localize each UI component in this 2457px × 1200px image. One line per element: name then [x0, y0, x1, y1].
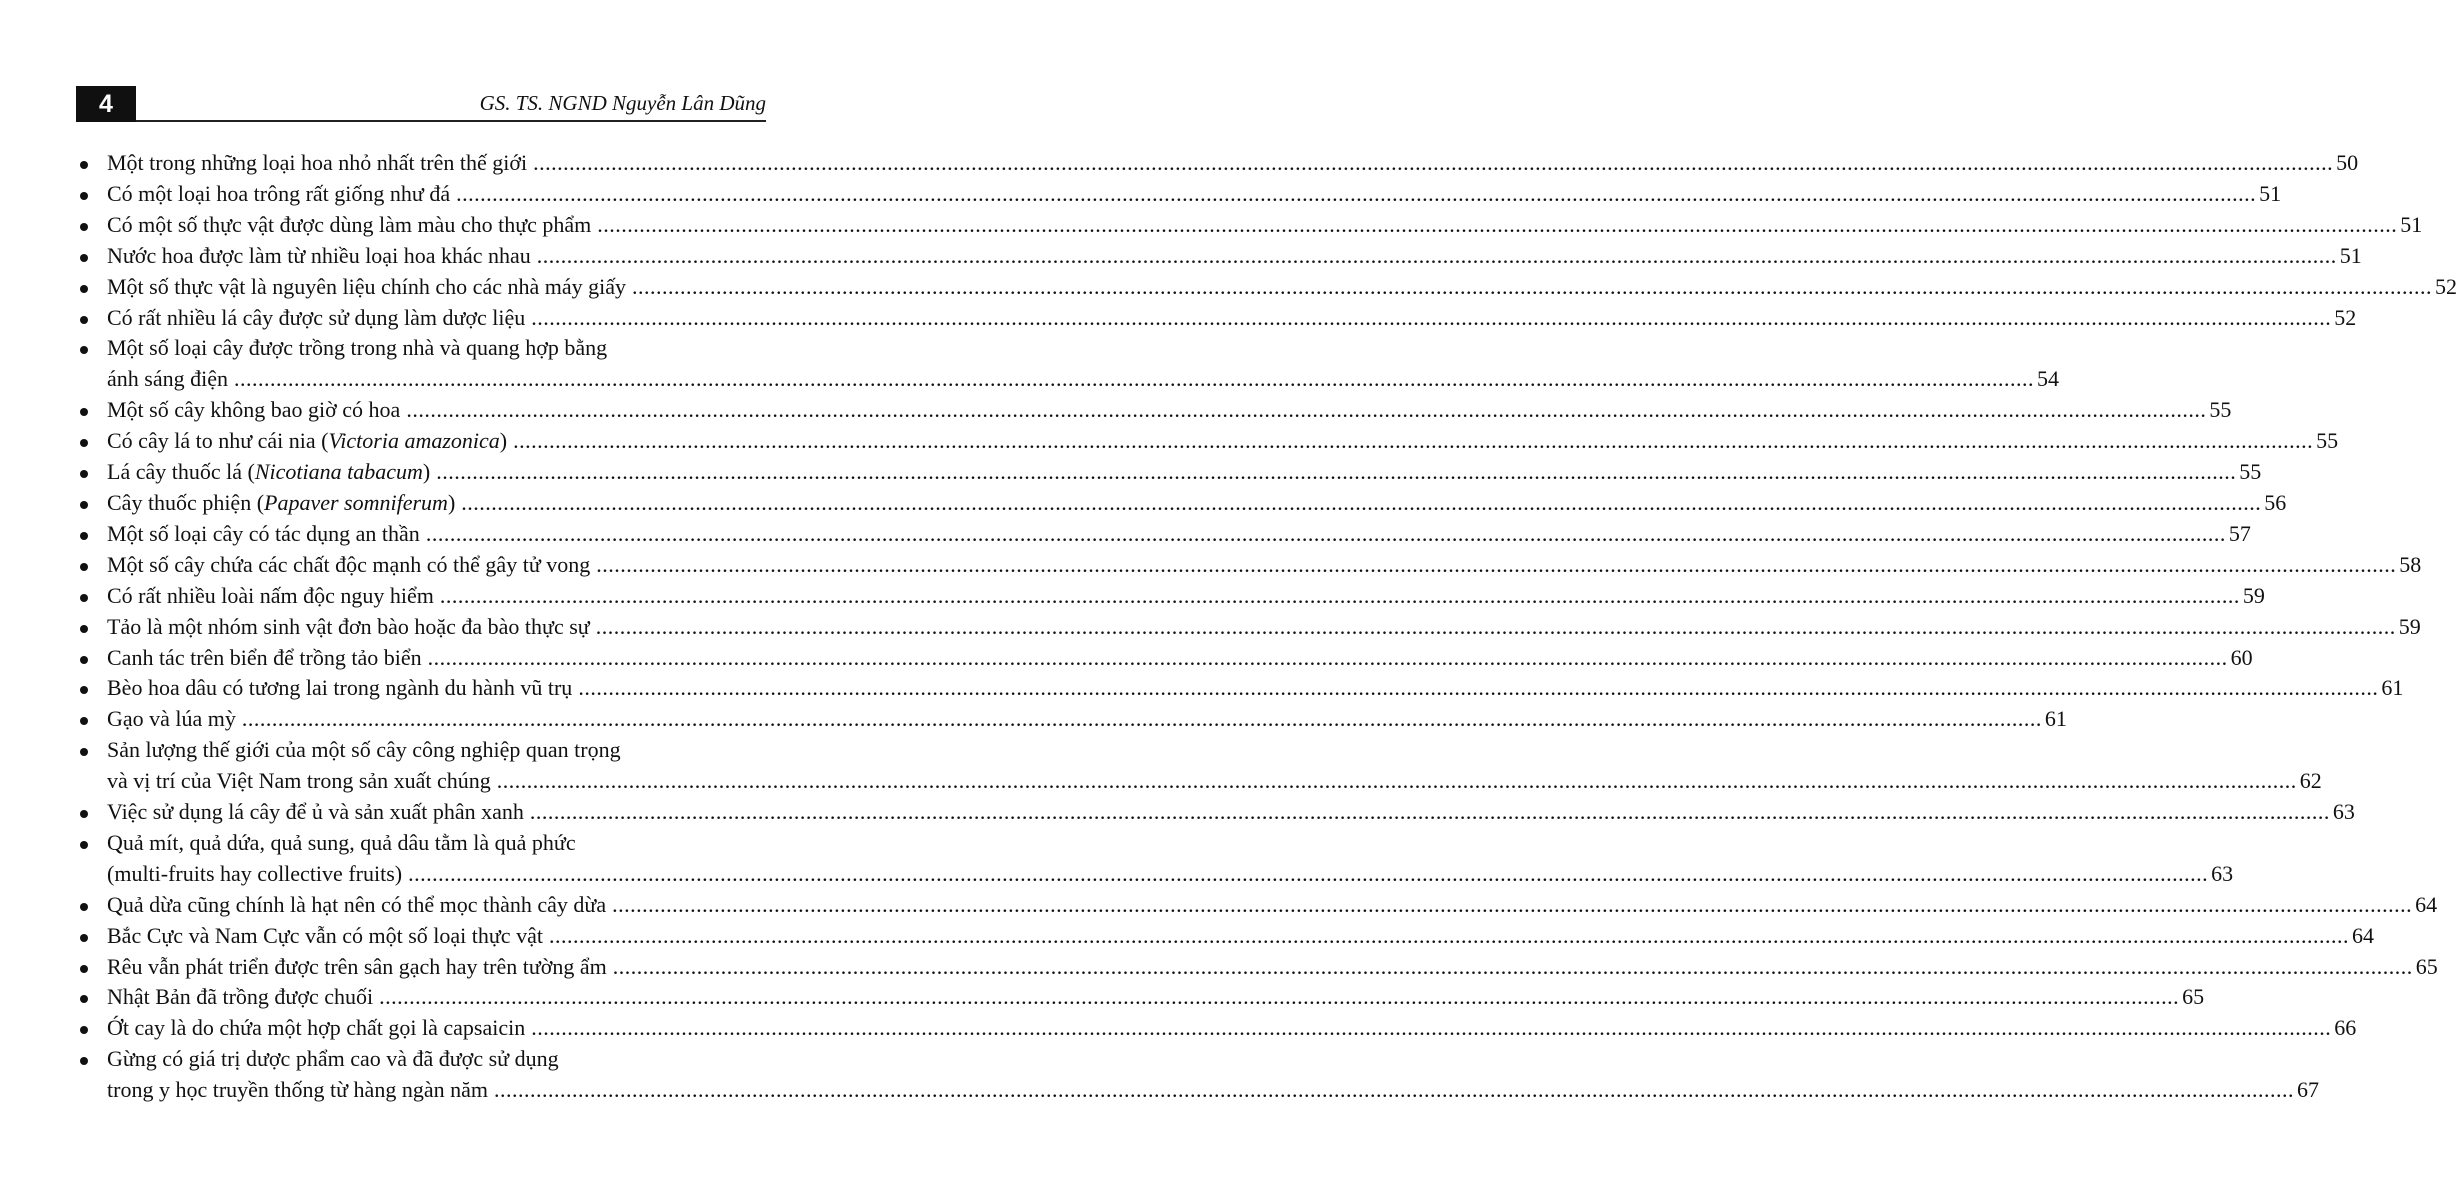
- dot-leader: ............................................................................................................................................................................................................................................................................................................: [531, 1015, 2332, 1041]
- bullet-icon: [80, 995, 88, 1003]
- toc-entry-line: [107, 1044, 770, 1075]
- toc-entry-line: [107, 581, 2265, 612]
- toc-entry-title: [107, 426, 507, 457]
- toc-entry: [76, 952, 2438, 983]
- toc-entry: [76, 303, 2357, 334]
- toc-entry: [76, 704, 2067, 735]
- toc-entry-line: [107, 612, 2421, 643]
- toc-entry-page-number: 50: [2336, 150, 2359, 175]
- toc-entry: [76, 612, 2421, 643]
- toc-entry-line: [107, 982, 2205, 1013]
- toc-entry-page-number: 64: [2415, 891, 2438, 917]
- bullet-icon: [80, 686, 88, 694]
- dot-leader: ............................................................................................................................................................................................................................................................................................................: [241, 706, 2042, 732]
- bullet-icon: [80, 563, 88, 571]
- toc-entry: [76, 797, 2355, 828]
- toc-entry-text: Việc sử dụng lá cây để ủ và sản xuất phân xanh: [107, 799, 524, 825]
- toc-entry-title: [107, 828, 576, 859]
- toc-entry-text: Gừng có giá trị dược phẩm cao và đã được sử dụng: [107, 1046, 559, 1072]
- toc-entry-line: [107, 828, 770, 859]
- toc-entry-page-number: 65: [2182, 984, 2205, 1010]
- toc-entry-line: [107, 1013, 2357, 1044]
- toc-entry-text-suffix: ): [447, 489, 456, 515]
- toc-entry-text: Ớt cay là do chứa một hợp chất gọi là capsaicin: [107, 1015, 526, 1041]
- dot-leader: ............................................................................................................................................................................................................................................................................................................: [436, 459, 2237, 485]
- bullet-icon: [80, 1026, 88, 1034]
- toc-entry-text: Nhật Bản đã trồng được chuối: [107, 984, 374, 1010]
- toc-entry-text: Gạo và lúa mỳ: [107, 706, 236, 732]
- toc-entry-scientific-name: Nicotiana tabacum: [254, 459, 423, 485]
- toc-entry-text: Một số thực vật là nguyên liệu chính cho các nhà máy giấy: [107, 273, 626, 299]
- toc-entry-line: [107, 1075, 2319, 1106]
- toc-entry: [76, 643, 2253, 674]
- bullet-icon: [80, 501, 88, 509]
- table-of-contents: [76, 148, 2457, 1106]
- bullet-icon: [80, 346, 88, 354]
- toc-entry-line: [107, 921, 2374, 952]
- toc-entry-line: [107, 952, 2438, 983]
- bullet-icon: [80, 470, 88, 478]
- toc-entry-line: [107, 859, 2234, 890]
- toc-entry-page-number: 64: [2351, 922, 2374, 948]
- toc-entry-title: [107, 921, 543, 952]
- toc-entry-title: [107, 550, 590, 581]
- toc-entry-page-number: 52: [2334, 304, 2357, 330]
- toc-entry-title: [107, 303, 525, 334]
- toc-entry: [76, 179, 2282, 210]
- toc-entry-title: [107, 735, 621, 766]
- toc-entry: [76, 1013, 2357, 1044]
- dot-leader: ............................................................................................................................................................................................................................................................................................................: [493, 1077, 2294, 1103]
- toc-entry-title: [107, 210, 591, 241]
- toc-entry-line: [107, 241, 2362, 272]
- toc-entry-text: Có một loại hoa trông rất giống như đá: [107, 180, 451, 206]
- toc-entry-title: [107, 673, 572, 704]
- bullet-icon: [80, 316, 88, 324]
- toc-entry-title: [107, 241, 531, 272]
- dot-leader: ............................................................................................................................................................................................................................................................................................................: [233, 366, 2034, 392]
- dot-leader: ............................................................................................................................................................................................................................................................................................................: [632, 273, 2432, 299]
- toc-entry-text: Một số loại cây có tác dụng an thần: [107, 520, 420, 546]
- toc-entry-line: [107, 148, 2359, 179]
- bullet-icon: [80, 841, 88, 849]
- bullet-icon: [80, 934, 88, 942]
- toc-entry-line: [107, 735, 770, 766]
- header-rule: [136, 120, 766, 122]
- toc-entry-title: [107, 1013, 525, 1044]
- toc-entry-line: [107, 333, 770, 364]
- dot-leader: ............................................................................................................................................................................................................................................................................................................: [425, 520, 2226, 546]
- toc-entry-page-number: 55: [2316, 428, 2339, 454]
- toc-entry-title: [107, 1075, 488, 1106]
- page-number-badge: 4: [76, 86, 136, 122]
- toc-entry-text: Bắc Cực và Nam Cực vẫn có một số loại thực vật: [107, 922, 543, 948]
- dot-leader: ............................................................................................................................................................................................................................................................................................................: [496, 768, 2297, 794]
- toc-entry-page-number: 60: [2230, 644, 2253, 670]
- bullet-icon: [80, 656, 88, 664]
- toc-entry-page-number: 58: [2399, 551, 2422, 577]
- toc-entry-page-number: 59: [2398, 613, 2421, 639]
- bullet-icon: [80, 161, 88, 169]
- toc-entry-page-number: 55: [2239, 459, 2262, 485]
- toc-entry: [76, 735, 2322, 797]
- toc-entry-text: Quả mít, quả dứa, quả sung, quả dâu tằm là quả phức: [107, 829, 576, 855]
- toc-entry-page-number: 63: [2211, 860, 2234, 886]
- toc-entry-text: Nước hoa được làm từ nhiều loại hoa khác nhau: [107, 242, 531, 268]
- toc-entry-text: Một số loại cây được trồng trong nhà và quang hợp bằng: [107, 335, 608, 361]
- toc-entry-text: Rêu vẫn phát triển được trên sân gạch hay trên tường ẩm: [107, 953, 607, 979]
- bullet-icon: [80, 223, 88, 231]
- toc-entry-page-number: 65: [2415, 953, 2438, 979]
- toc-entry: [76, 395, 2232, 426]
- bullet-icon: [80, 439, 88, 447]
- dot-leader: ............................................................................................................................................................................................................................................................................................................: [612, 891, 2413, 917]
- toc-entry: [76, 1044, 2319, 1106]
- toc-entry-line: [107, 673, 2404, 704]
- toc-entry-title: [107, 364, 228, 395]
- toc-entry-line: [107, 488, 2287, 519]
- dot-leader: ............................................................................................................................................................................................................................................................................................................: [439, 582, 2240, 608]
- toc-entry-page-number: 61: [2044, 706, 2067, 732]
- toc-entry-text: và vị trí của Việt Nam trong sản xuất chúng: [107, 768, 491, 794]
- toc-entry-title: [107, 643, 422, 674]
- bullet-icon: [80, 717, 88, 725]
- toc-entry-title: [107, 581, 434, 612]
- toc-entry-line: [107, 272, 2457, 303]
- toc-entry: [76, 210, 2423, 241]
- toc-entry-text: trong y học truyền thống từ hàng ngàn năm: [107, 1077, 488, 1103]
- toc-entry-page-number: 52: [2435, 273, 2457, 299]
- toc-entry: [76, 457, 2262, 488]
- toc-entry-text: Một số cây chứa các chất độc mạnh có thể gây tử vong: [107, 551, 591, 577]
- toc-entry-line: [107, 704, 2067, 735]
- toc-entry-page-number: 57: [2228, 520, 2251, 546]
- bullet-icon: [80, 594, 88, 602]
- dot-leader: ............................................................................................................................................................................................................................................................................................................: [456, 180, 2257, 206]
- toc-entry-title: [107, 890, 606, 921]
- toc-entry-title: [107, 797, 524, 828]
- bullet-icon: [80, 625, 88, 633]
- toc-entry-page-number: 55: [2209, 397, 2232, 423]
- toc-entry-text: Tảo là một nhóm sinh vật đơn bào hoặc đa bào thực sự: [107, 613, 590, 639]
- toc-entry-title: [107, 519, 420, 550]
- toc-entry-line: [107, 303, 2357, 334]
- dot-leader: ............................................................................................................................................................................................................................................................................................................: [529, 799, 2330, 825]
- dot-leader: ............................................................................................................................................................................................................................................................................................................: [596, 551, 2397, 577]
- toc-entry: [76, 519, 2251, 550]
- toc-entry-line: [107, 364, 2059, 395]
- toc-entry-line: [107, 426, 2339, 457]
- toc-entry: [76, 982, 2205, 1013]
- toc-entry-text: Có rất nhiều lá cây được sử dụng làm dược liệu: [107, 304, 526, 330]
- toc-entry-page-number: 61: [2381, 675, 2404, 701]
- toc-entry-page-number: 63: [2332, 799, 2355, 825]
- bullet-icon: [80, 748, 88, 756]
- toc-entry-page-number: 59: [2242, 582, 2265, 608]
- toc-entry-page-number: 51: [2339, 242, 2362, 268]
- toc-entry-text: ánh sáng điện: [107, 366, 228, 392]
- dot-leader: ............................................................................................................................................................................................................................................................................................................: [578, 675, 2379, 701]
- toc-entry-line: [107, 797, 2355, 828]
- dot-leader: ............................................................................................................................................................................................................................................................................................................: [548, 922, 2349, 948]
- toc-entry-line: [107, 395, 2232, 426]
- toc-entry: [76, 488, 2287, 519]
- bullet-icon: [80, 285, 88, 293]
- toc-entry-page-number: 51: [2259, 180, 2282, 206]
- toc-entry-title: [107, 982, 373, 1013]
- toc-entry-title: [107, 488, 455, 519]
- bullet-icon: [80, 810, 88, 818]
- bullet-icon: [80, 903, 88, 911]
- toc-entry-line: [107, 643, 2253, 674]
- toc-entry-page-number: 66: [2334, 1015, 2357, 1041]
- dot-leader: ............................................................................................................................................................................................................................................................................................................: [533, 150, 2334, 175]
- dot-leader: ............................................................................................................................................................................................................................................................................................................: [612, 953, 2413, 979]
- toc-entry-page-number: 67: [2296, 1077, 2319, 1103]
- toc-entry-text-suffix: ): [422, 459, 431, 485]
- toc-entry-text: Một trong những loại hoa nhỏ nhất trên thế giới: [107, 150, 528, 175]
- toc-entry-title: [107, 179, 450, 210]
- toc-entry-title: [107, 333, 607, 364]
- toc-entry-title: [107, 952, 607, 983]
- toc-entry-text: Một số cây không bao giờ có hoa: [107, 397, 401, 423]
- toc-entry-title: [107, 457, 430, 488]
- toc-entry-title: [107, 766, 491, 797]
- toc-entry: [76, 581, 2265, 612]
- dot-leader: ............................................................................................................................................................................................................................................................................................................: [408, 860, 2209, 886]
- bullet-icon: [80, 965, 88, 973]
- toc-entry-text: Lá cây thuốc lá (: [107, 459, 255, 485]
- bullet-icon: [80, 1057, 88, 1065]
- toc-entry-line: [107, 890, 2438, 921]
- toc-entry-text: (multi-fruits hay collective fruits): [107, 860, 403, 886]
- dot-leader: ............................................................................................................................................................................................................................................................................................................: [513, 428, 2314, 454]
- dot-leader: ............................................................................................................................................................................................................................................................................................................: [461, 489, 2262, 515]
- toc-entry: [76, 828, 2234, 890]
- toc-entry-title: [107, 859, 402, 890]
- dot-leader: ............................................................................................................................................................................................................................................................................................................: [531, 304, 2332, 330]
- toc-entry-line: [107, 457, 2262, 488]
- toc-entry: [76, 241, 2362, 272]
- toc-entry: [76, 333, 2059, 395]
- toc-entry-text: Bèo hoa dâu có tương lai trong ngành du hành vũ trụ: [107, 675, 573, 701]
- toc-entry-line: [107, 210, 2423, 241]
- bullet-icon: [80, 532, 88, 540]
- bullet-icon: [80, 408, 88, 416]
- toc-entry: [76, 272, 2457, 303]
- toc-entry-scientific-name: Victoria amazonica: [328, 428, 500, 454]
- dot-leader: ............................................................................................................................................................................................................................................................................................................: [406, 397, 2207, 423]
- toc-entry-text: Quả dừa cũng chính là hạt nên có thể mọc thành cây dừa: [107, 891, 607, 917]
- dot-leader: ............................................................................................................................................................................................................................................................................................................: [427, 644, 2228, 670]
- toc-entry: [76, 550, 2422, 581]
- dot-leader: ............................................................................................................................................................................................................................................................................................................: [536, 242, 2337, 268]
- toc-entry: [76, 921, 2374, 952]
- toc-entry-text: Có rất nhiều loài nấm độc nguy hiểm: [107, 582, 434, 608]
- toc-entry-title: [107, 704, 236, 735]
- toc-entry-line: [107, 766, 2322, 797]
- toc-entry: [76, 673, 2404, 704]
- toc-entry-title: [107, 272, 626, 303]
- page-header: [76, 86, 766, 122]
- dot-leader: ............................................................................................................................................................................................................................................................................................................: [595, 613, 2396, 639]
- toc-entry: [76, 426, 2339, 457]
- toc-entry-page-number: 56: [2264, 489, 2287, 515]
- toc-entry-page-number: 51: [2400, 211, 2423, 237]
- running-head: GS. TS. NGND Nguyễn Lân Dũng: [479, 91, 766, 115]
- bullet-icon: [80, 254, 88, 262]
- dot-leader: ............................................................................................................................................................................................................................................................................................................: [379, 984, 2180, 1010]
- toc-entry-title: [107, 395, 400, 426]
- toc-entry-line: [107, 519, 2251, 550]
- toc-entry-text: Có một số thực vật được dùng làm màu cho thực phẩm: [107, 211, 592, 237]
- toc-entry-line: [107, 550, 2422, 581]
- toc-entry-line: [107, 179, 2282, 210]
- toc-entry-text: Canh tác trên biển để trồng tảo biển: [107, 644, 422, 670]
- dot-leader: ............................................................................................................................................................................................................................................................................................................: [597, 211, 2398, 237]
- toc-entry-page-number: 62: [2299, 768, 2322, 794]
- toc-entry: [76, 890, 2438, 921]
- toc-entry-text-suffix: ): [499, 428, 508, 454]
- toc-entry-title: [107, 612, 590, 643]
- toc-entry-scientific-name: Papaver somniferum: [264, 489, 448, 515]
- toc-entry-text: Sản lượng thế giới của một số cây công nghiệp quan trọng: [107, 737, 621, 763]
- toc-entry-page-number: 54: [2036, 366, 2059, 392]
- toc-entry-title: [107, 148, 527, 179]
- toc-entry-text: Có cây lá to như cái nia (: [107, 428, 329, 454]
- toc-entry: [76, 148, 2359, 179]
- toc-entry-title: [107, 1044, 559, 1075]
- bullet-icon: [80, 192, 88, 200]
- toc-entry-text: Cây thuốc phiện (: [107, 489, 265, 515]
